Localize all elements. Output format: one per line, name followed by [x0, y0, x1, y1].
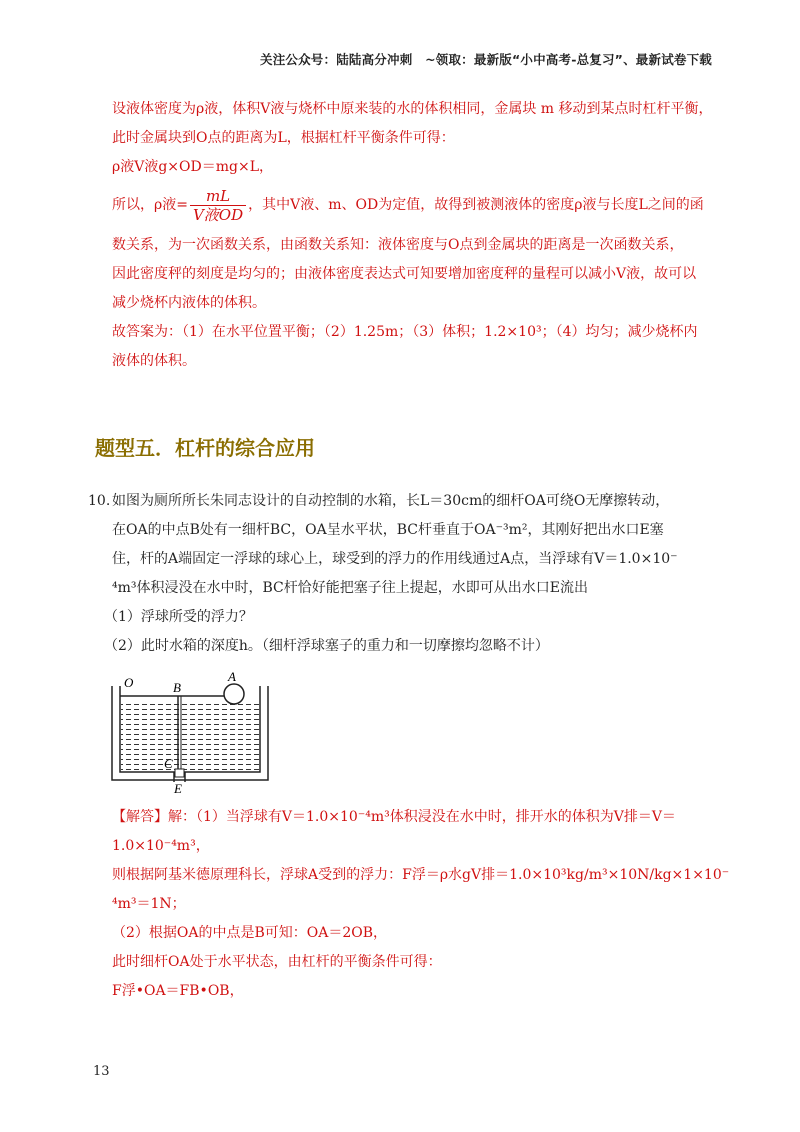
page-number: 13: [93, 1064, 110, 1079]
formula-prefix: 所以，ρ液=: [112, 197, 188, 213]
page-header: 关注公众号：陆陆高分冲刺 ~领取：最新版“小中高考-总复习”、最新试卷下载: [260, 52, 712, 67]
outlet-plug: [175, 769, 184, 777]
solution-line: ρ液V液g×OD＝mg×L，: [112, 159, 273, 175]
answer-text: 解：（1）当浮球有V＝1.0×10⁻⁴m³体积浸没在水中时，排开水的体积为V排＝V＝: [168, 809, 676, 825]
label-c: C: [164, 756, 173, 771]
float-ball: [224, 684, 244, 704]
solution-line: 减少烧杯内液体的体积。: [112, 295, 266, 311]
question-part-2: （2）此时水箱的深度h。（细杆浮球塞子的重力和一切摩擦均忽略不计）: [104, 638, 549, 654]
question-line: 在OA的中点B处有一细杆BC，OA呈水平状，BC杆垂直于OA⁻³m²，其刚好把出水口E塞: [112, 522, 664, 538]
section-title: 题型五．杠杆的综合应用: [95, 436, 315, 460]
answer-section: [112, 803, 730, 1006]
previous-solution: [112, 95, 712, 376]
fraction-numerator: mL: [190, 187, 246, 206]
water-fill: [121, 700, 259, 771]
answer-line: 1.0×10⁻⁴m³，: [112, 838, 210, 854]
solution-line: 液体的体积。: [112, 353, 196, 369]
answer-line: ⁴m³＝1N；: [112, 896, 186, 912]
question-line: 如图为厕所所长朱同志设计的自动控制的水箱，长L＝30cm的细杆OA可绕O无摩擦转动，: [112, 493, 670, 509]
solution-line: 此时金属块到O点的距离为L，根据杠杆平衡条件可得：: [112, 130, 455, 146]
question-part-1: （1）浮球所受的浮力？: [104, 609, 253, 625]
solution-line: 数关系，为一次函数关系，由函数关系知：液体密度与O点到金属块的距离是一次函数关系，: [112, 237, 684, 253]
formula-line: [112, 182, 712, 228]
solution-line: 故答案为：（1）在水平位置平衡；（2）1.25m；（3）体积；1.2×10³；（4）均匀；减少烧杯内: [112, 324, 698, 340]
label-a: A: [228, 672, 236, 684]
question-line: 住，杆的A端固定一浮球的球心上，球受到的浮力的作用线通过A点，当浮球有V＝1.0×10⁻: [112, 551, 678, 567]
water-tank-diagram: [110, 672, 280, 794]
answer-line: F浮•OA＝FB•OB，: [112, 983, 244, 999]
answer-line-1: [112, 803, 722, 832]
question-number: 10.: [88, 493, 111, 509]
question-line: ⁴m³体积浸没在水中时，BC杆恰好能把塞子往上提起，水即可从出水口E流出: [112, 580, 588, 596]
formula-suffix: ，其中V液、m、OD为定值，故得到被测液体的密度ρ液与长度L之间的函: [248, 197, 704, 213]
fraction-denominator: V液OD: [192, 205, 244, 224]
answer-tag: 【解答】: [112, 809, 168, 825]
solution-line: 设液体密度为ρ液，体积V液与烧杯中原来装的水的体积相同，金属块 m 移动到某点时杠杆平衡，: [112, 101, 713, 117]
label-o: O: [124, 675, 134, 690]
answer-line: 则根据阿基米德原理科长，浮球A受到的浮力：F浮＝ρ水gV排＝1.0×10³kg/m³×10N/kg×1×10⁻: [112, 867, 730, 883]
label-b: B: [173, 680, 181, 695]
answer-line: （2）根据OA的中点是B可知：OA＝2OB，: [112, 925, 388, 941]
question-10: [88, 487, 722, 661]
solution-line: 因此密度秤的刻度是均匀的；由液体密度表达式可知要增加密度秤的量程可以减小V液，故可以: [112, 266, 697, 282]
answer-line: 此时细杆OA处于水平状态，由杠杆的平衡条件可得：: [112, 954, 442, 970]
density-fraction: [190, 187, 246, 224]
label-e: E: [174, 781, 182, 794]
